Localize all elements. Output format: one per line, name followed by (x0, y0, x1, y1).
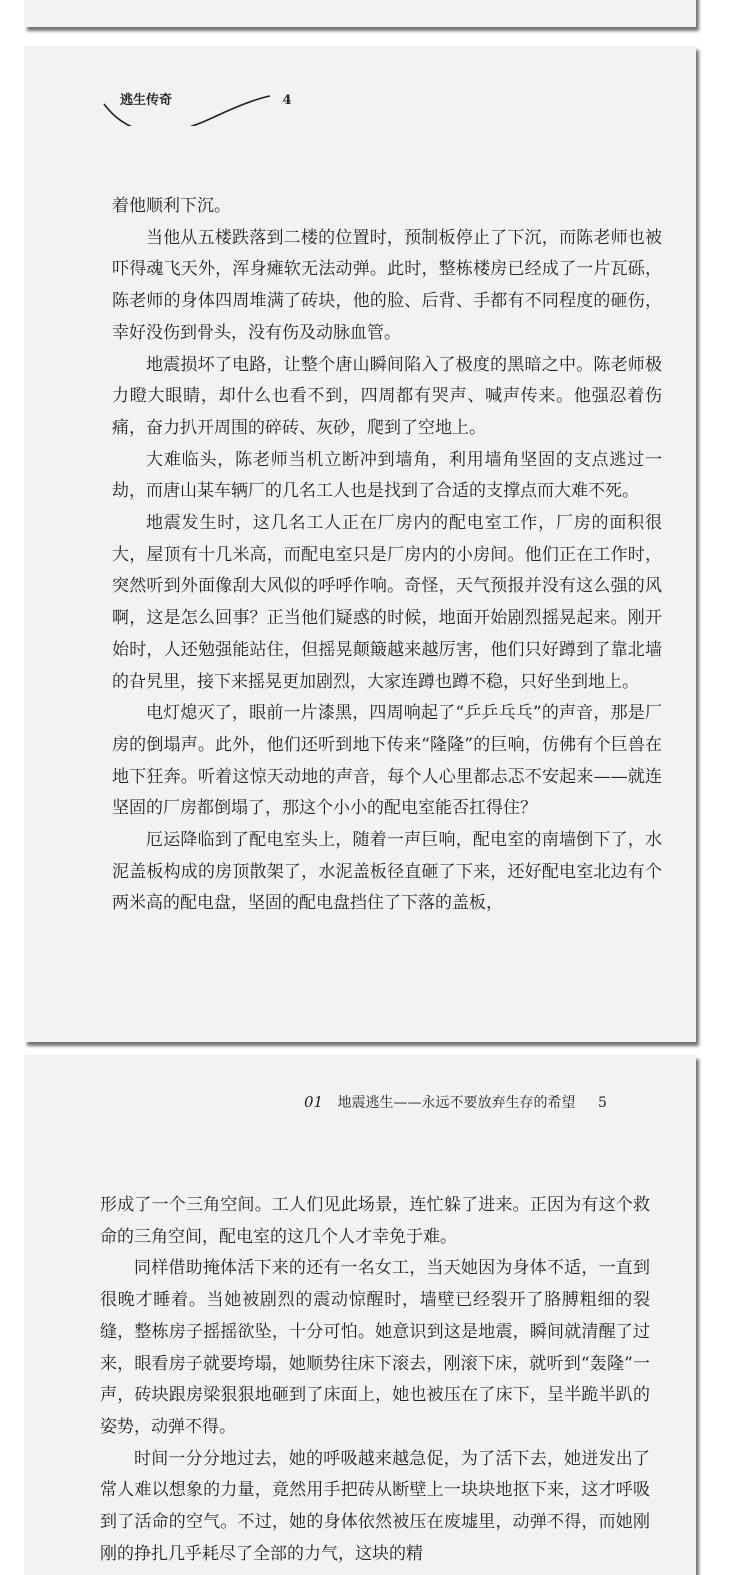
page-body (100, 1190, 650, 1570)
paragraph: 厄运降临到了配电室头上，随着一声巨响，配电室的南墙倒下了，水泥盖板构成的房顶散架了，水泥盖板径直砸了下来，还好配电室北边有个两米高的配电盘，坚固的配电盘挡住了下落的盖板， (112, 830, 662, 914)
page-number: 5 (598, 1095, 607, 1111)
paragraph: 地震发生时，这几名工人正在厂房内的配电室工作，厂房的面积很大，屋顶有十几米高，而配电室只是厂房内的小房间。他们正在工作时，突然听到外面像刮大风似的呼呼作响。奇怪，天气预报并没有这么强的风啊，这是怎么回事？正当他们疑惑的时候，地面开始剧烈摇晃起来。刚开始时，人还勉强能站住，但摇晃颠簸越来越厉害，他们只好蹲到了靠北墙的旮旯里，接下来摇晃更加剧烈，大家连蹲也蹲不稳，只好坐到地上。 (112, 513, 662, 692)
running-title: 地震逃生——永远不要放弃生存的希望 (337, 1095, 576, 1111)
paragraph: 地震损坏了电路，让整个唐山瞬间陷入了极度的黑暗之中。陈老师极力瞪大眼睛，却什么也看不到，四周都有哭声、喊声传来。他强忍着伤痛，奋力扒开周围的碎砖、灰砂，爬到了空地上。 (112, 354, 662, 438)
page-body (112, 191, 662, 920)
running-title: 逃生传奇 (120, 93, 173, 108)
book-page-5 (24, 1055, 696, 1575)
paragraph: 着他顺利下沉。 (112, 196, 231, 216)
chapter-number: 01 (304, 1093, 324, 1111)
previous-page-edge (24, 0, 696, 27)
paragraph: 形成了一个三角空间。工人们见此场景，连忙躲了进来。正因为有这个救命的三角空间，配电室的这几个人才幸免于难。 (100, 1195, 650, 1247)
paragraph: 大难临头，陈老师当机立断冲到墙角，利用墙角坚固的支点逃过一劫，而唐山某车辆厂的几名工人也是找到了合适的支撑点而大难不死。 (112, 449, 662, 502)
paragraph: 同样借助掩体活下来的还有一名女工，当天她因为身体不适，一直到很晚才睡着。当她被剧烈的震动惊醒时，墙壁已经裂开了胳膊粗细的裂缝，整栋房子摇摇欲坠，十分可怕。她意识到这是地震，瞬间就清醒了过来，眼看房子就要垮塌，她顺势往床下滚去，刚滚下床，就听到“轰隆”一声，砖块跟房梁狠狠地砸到了床面上，她也被压在了床下，呈半跪半趴的姿势，动弹不得。 (100, 1258, 650, 1437)
page-number: 4 (282, 93, 292, 108)
paragraph: 电灯熄灭了，眼前一片漆黑，四周响起了“乒乒乓乓”的声音，那是厂房的倒塌声。此外，他们还听到地下传来“隆隆”的巨响，仿佛有个巨兽在地下狂奔。听着这惊天动地的声音，每个人心里都忐忑不安起来——就连坚固的厂房都倒塌了，那这个小小的配电室能否扛得住？ (112, 703, 662, 819)
running-header (304, 1092, 607, 1112)
running-header (120, 89, 292, 108)
paragraph: 当他从五楼跌落到二楼的位置时，预制板停止了下沉，而陈老师也被吓得魂飞天外，浑身瘫软无法动弹。此时，整栋楼房已经成了一片瓦砾，陈老师的身体四周堆满了砖块，他的脸、后背、手都有不同程度的砸伤，幸好没伤到骨头，没有伤及动脉血管。 (112, 227, 662, 343)
paragraph: 时间一分分地过去，她的呼吸越来越急促，为了活下去，她迸发出了常人难以想象的力量，竟然用手把砖从断壁上一块块地抠下来，这才呼吸到了活命的空气。不过，她的身体依然被压在废墟里，动弹不得，而她刚刚的挣扎几乎耗尽了全部的力气，这块的精 (100, 1448, 650, 1564)
book-page-4 (24, 46, 696, 1042)
